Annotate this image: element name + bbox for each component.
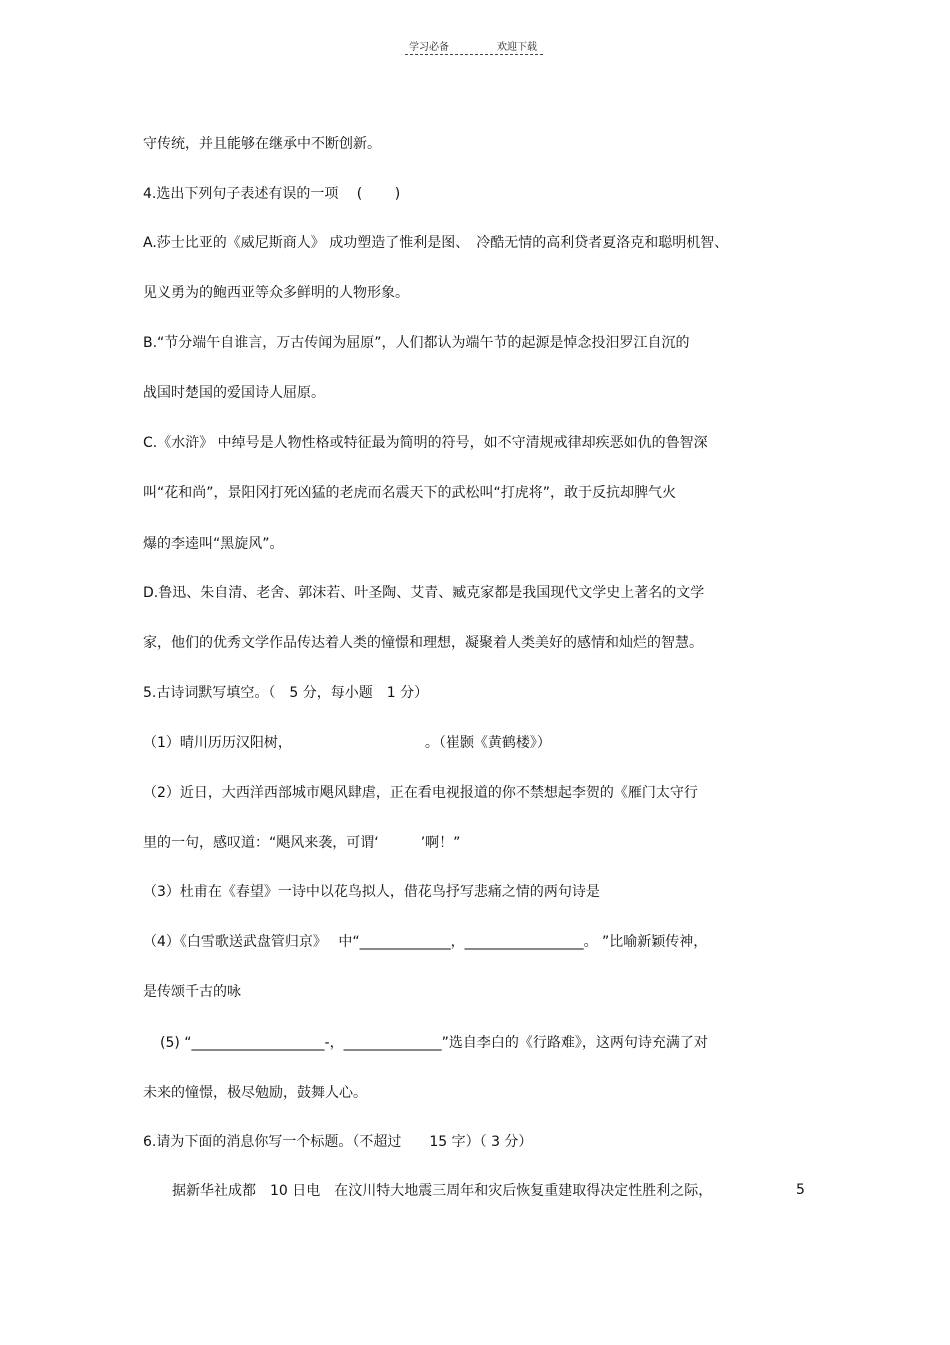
- question-5-item-4-line-2: 是传颂千古的咏: [143, 984, 241, 1000]
- question-5-title: 5.古诗词默写填空。（ 5 分，每小题 1 分）: [143, 685, 429, 701]
- question-5-item-2-line-2: 里的一句，感叹道：“飓风来袭，可谓‘ ’啊！”: [143, 835, 461, 851]
- question-5-item-5-line-1: (5) “___________________-，______________”选自李白的《行路难》，这两句诗充满了对: [160, 1035, 708, 1051]
- question-5-item-5-line-2: 未来的憧憬，极尽勉励，鼓舞人心。: [143, 1085, 367, 1101]
- option-c-line-1: C.《水浒》 中绰号是人物性格或特征最为简明的符号，如不守清规戒律却疾恶如仇的鲁智深: [143, 435, 708, 451]
- question-5-item-4-line-1: （4）《白雪歌送武盘管归京》 中“_____________，_________________。 ”比喻新颖传神，: [143, 934, 708, 950]
- option-d-line-1: D.鲁迅、朱自清、老舍、郭沫若、叶圣陶、艾青、臧克家都是我国现代文学史上著名的文学: [143, 585, 705, 601]
- news-text-line: 据新华社成都 10 日电 在汶川特大地震三周年和灾后恢复重建取得决定性胜利之际，: [172, 1183, 713, 1199]
- header-divider: [405, 54, 543, 55]
- option-a-line-2: 见义勇为的鲍西亚等众多鲜明的人物形象。: [143, 285, 409, 301]
- question-5-item-1: （1）晴川历历汉阳树， 。（崔颢《黄鹤楼》）: [143, 735, 551, 751]
- text-line: 守传统，并且能够在继承中不断创新。: [143, 136, 381, 152]
- option-c-line-2: 叫“花和尚”，景阳冈打死凶猛的老虎而名震天下的武松叫“打虎将”，敢于反抗却脾气火: [143, 485, 677, 501]
- question-5-item-3: （3）杜甫在《春望》一诗中以花鸟拟人，借花鸟抒写悲痛之情的两句诗是: [143, 884, 600, 900]
- header-right-text: 欢迎下载: [497, 42, 537, 53]
- header-left-text: 学习必备: [409, 42, 449, 53]
- option-b-line-1: B.“节分端午自谁言，万古传闻为屈原”，人们都认为端午节的起源是悼念投汨罗江自沉的: [143, 335, 690, 351]
- option-a-line-1: A.莎士比亚的《威尼斯商人》 成功塑造了惟利是图、 冷酷无情的高利贷者夏洛克和聪明机智、: [143, 235, 729, 251]
- question-6-title: 6.请为下面的消息你写一个标题。（不超过 15 字）（ 3 分）: [143, 1134, 533, 1150]
- question-5-item-2-line-1: （2）近日，大西洋西部城市飓风肆虐，正在看电视报道的你不禁想起李贺的《雁门太守行: [143, 785, 698, 801]
- question-4-title: 4.选出下列句子表述有误的一项 ( ): [143, 186, 401, 202]
- option-c-line-3: 爆的李逵叫“黑旋风”。: [143, 536, 284, 552]
- page-number: 5: [796, 1182, 805, 1198]
- option-b-line-2: 战国时楚国的爱国诗人屈原。: [143, 385, 325, 401]
- option-d-line-2: 家，他们的优秀文学作品传达着人类的憧憬和理想，凝聚着人类美好的感情和灿烂的智慧。: [143, 635, 703, 651]
